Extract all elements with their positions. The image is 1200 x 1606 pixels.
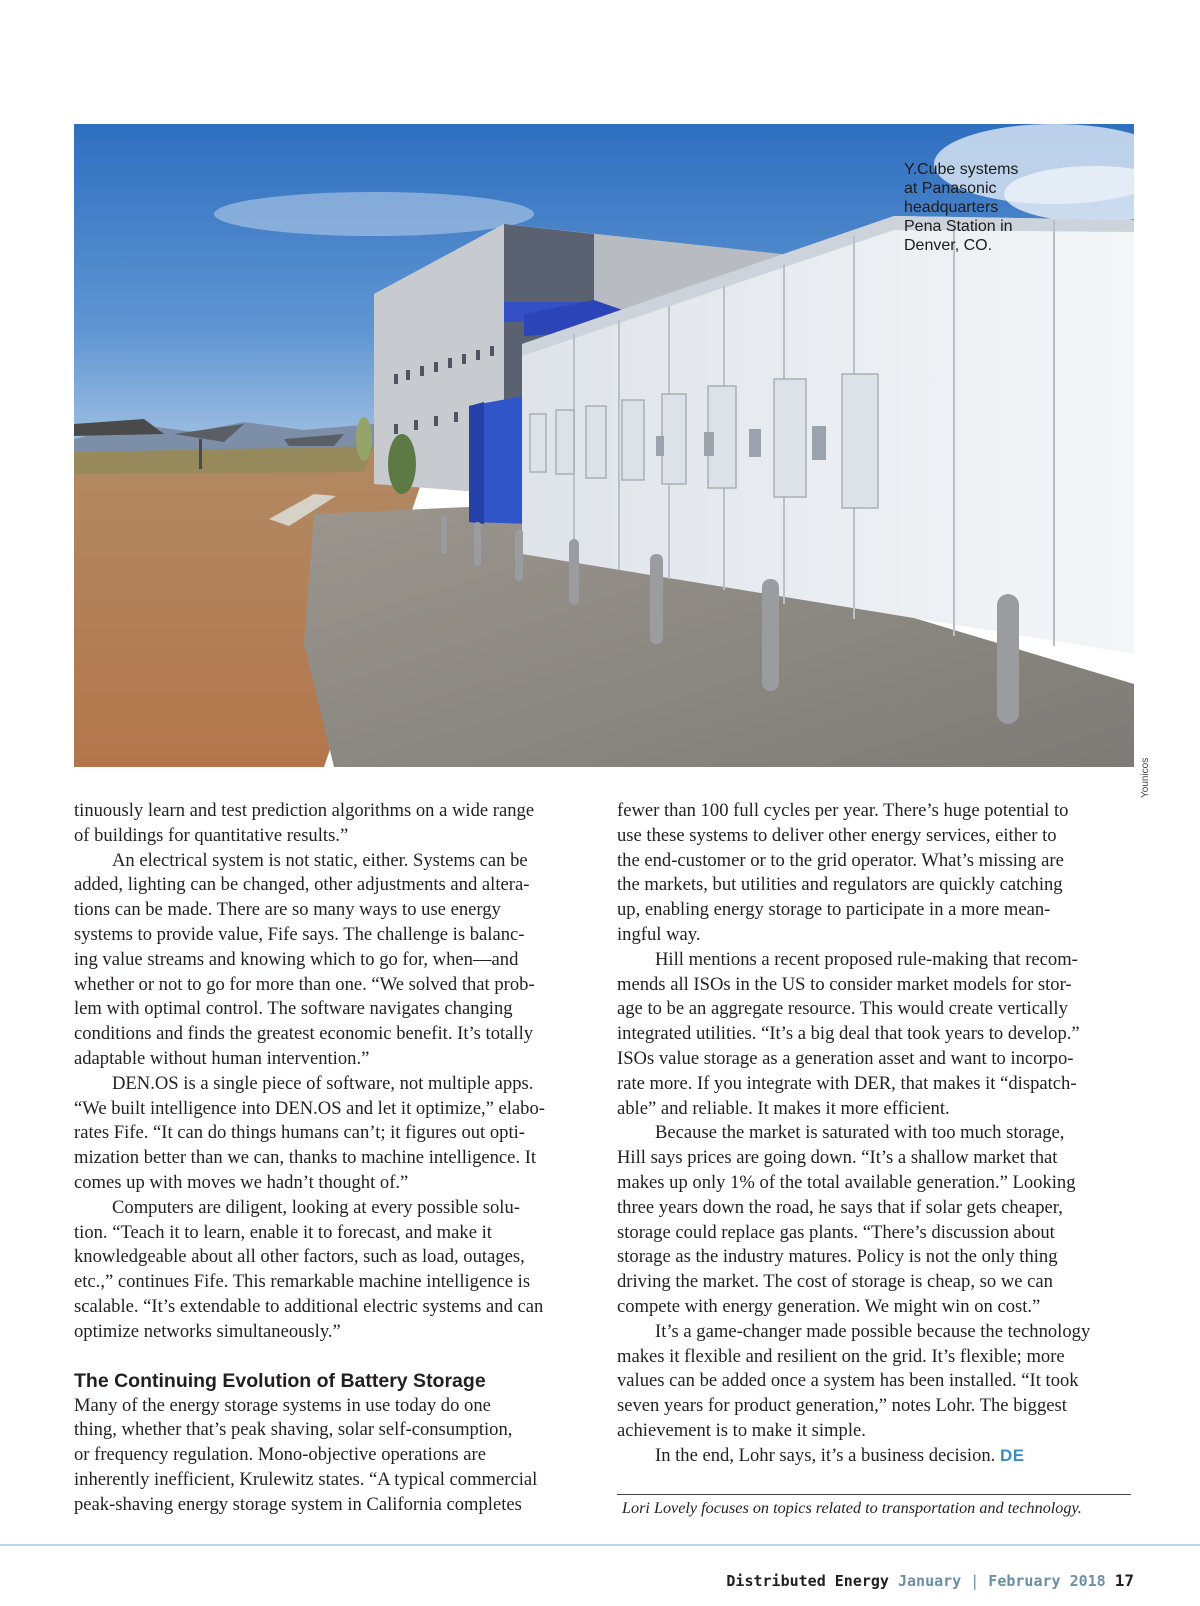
text-line: fewer than 100 full cycles per year. There’s huge potential to [617,800,1069,821]
paragraph [617,948,1137,1122]
text-line: etc.,” continues Fife. This remarkable machine intelligence is [74,1271,531,1293]
end-mark: DE [999,1445,1025,1465]
author-name: Lori Lovely [622,1499,698,1517]
issue-month: January [897,1572,962,1590]
text-line: able” and reliable. It makes it more efficient. [617,1097,950,1119]
bio-divider [617,1494,1131,1495]
text-line: ing value streams and knowing which to go for, when—and [74,948,519,970]
paragraph [617,1320,1137,1444]
publication-name: Distributed Energy [726,1572,889,1590]
caption-line: at Panasonic [904,180,997,197]
paragraph [617,1121,1137,1319]
text-line: tinuously learn and test prediction algorithms on a wide range [74,800,535,821]
page-number: 17 [1114,1571,1134,1590]
text-line: ingful way. [617,923,701,945]
text-line: optimize networks simultaneously.” [74,1320,341,1342]
text-line: comes up with moves we hadn’t thought of.” [74,1171,409,1193]
author-bio [622,1497,1082,1519]
text-line: storage could replace gas plants. “There’s discussion about [617,1221,1055,1243]
text-line: whether or not to go for more than one. “We solved that prob- [74,973,535,995]
text-line: Computers are diligent, looking at every possible solu- [112,1196,520,1218]
text-line: inherently inefficient, Krulewitz states. “A typical commercial [74,1468,538,1490]
paragraph [74,1072,594,1196]
footer-rule [0,1544,1200,1546]
page-footer [726,1572,1134,1590]
paragraph [74,799,594,849]
text-line: peak-shaving energy storage system in California completes [74,1493,522,1515]
paragraph [617,1444,1137,1469]
issue-month-year: February 2018 [988,1572,1106,1590]
text-line: scalable. “It’s extendable to additional electric systems and can [74,1295,544,1317]
text-line: lem with optimal control. The software navigates changing [74,998,513,1020]
text-line: DEN.OS is a single piece of software, not multiple apps. [112,1072,534,1094]
text-line: Hill says prices are going down. “It’s a shallow market that [617,1147,1058,1169]
text-line: conditions and finds the greatest economic benefit. It’s totally [74,1023,534,1045]
issue-separator: | [970,1572,980,1590]
text-line: of buildings for quantitative results.” [74,824,349,846]
text-line: It’s a game-changer made possible because the technology [655,1320,1091,1342]
text-line: compete with energy generation. We might win on cost.” [617,1295,1041,1317]
caption-line: Denver, CO. [904,237,993,254]
text-line: makes it flexible and resilient on the grid. It’s flexible; more [617,1345,1065,1367]
text-line: systems to provide value, Fife says. The challenge is balanc- [74,923,525,945]
text-line: mends all ISOs in the US to consider market models for stor- [617,973,1072,995]
paragraph [74,1196,594,1345]
text-line: up, enabling energy storage to participate in a more mean- [617,899,1051,921]
text-line: Many of the energy storage systems in use today do one [74,1394,491,1416]
paragraph [74,849,594,1072]
section-heading: The Continuing Evolution of Battery Storage [74,1369,486,1392]
text-line: Because the market is saturated with too much storage, [655,1122,1065,1144]
caption-line: Pena Station in [904,218,1013,235]
text-line: tions can be made. There are so many ways to use energy [74,899,501,921]
paragraph [617,799,1137,948]
text-line: thing, whether that’s peak shaving, solar self-consumption, [74,1419,513,1441]
text-line: In the end, Lohr says, it’s a business decision. [655,1444,996,1466]
paragraph [74,1394,594,1518]
caption-line: headquarters [904,199,999,216]
text-line: achievement is to make it simple. [617,1419,866,1441]
text-line: values can be added once a system has been installed. “It took [617,1370,1079,1392]
photo-caption [904,160,1049,255]
text-line: age to be an aggregate resource. This would create vertically [617,998,1068,1020]
text-line: adaptable without human intervention.” [74,1047,370,1069]
left-column [74,799,594,1518]
caption-line: Y.Cube systems [904,161,1019,178]
text-line: rates Fife. “It can do things humans can’t; it figures out opti- [74,1122,525,1144]
text-line: the markets, but utilities and regulators are quickly catching [617,874,1063,896]
text-line: or frequency regulation. Mono-objective operations are [74,1444,487,1466]
text-line: driving the market. The cost of storage is cheap, so we can [617,1271,1053,1293]
text-line: An electrical system is not static, either. Systems can be [112,849,528,871]
text-line: integrated utilities. “It’s a big deal that took years to develop.” [617,1023,1080,1045]
text-line: rate more. If you integrate with DER, that makes it “dispatch- [617,1072,1077,1094]
text-line: mization better than we can, thanks to machine intelligence. It [74,1147,537,1169]
text-line: use these systems to deliver other energy services, either to [617,824,1057,846]
text-line: storage as the industry matures. Policy is not the only thing [617,1246,1058,1268]
text-line: the end-customer or to the grid operator. What’s missing are [617,849,1064,871]
text-line: tion. “Teach it to learn, enable it to forecast, and make it [74,1221,492,1243]
right-column [617,799,1137,1469]
text-line: three years down the road, he says that if solar gets cheaper, [617,1196,1063,1218]
text-line: Hill mentions a recent proposed rule-making that recom- [655,948,1078,970]
text-line: ISOs value storage as a generation asset and want to incorpo- [617,1047,1074,1069]
text-line: knowledgeable about all other factors, such as load, outages, [74,1246,525,1268]
text-line: seven years for product generation,” notes Lohr. The biggest [617,1395,1067,1417]
author-bio-text: focuses on topics related to transportation and technology. [701,1499,1082,1517]
text-line: “We built intelligence into DEN.OS and let it optimize,” elabo- [74,1097,545,1119]
photo-credit: Younicos [1140,757,1151,798]
text-line: added, lighting can be changed, other adjustments and altera- [74,874,530,896]
text-line: makes up only 1% of the total available generation.” Looking [617,1171,1076,1193]
